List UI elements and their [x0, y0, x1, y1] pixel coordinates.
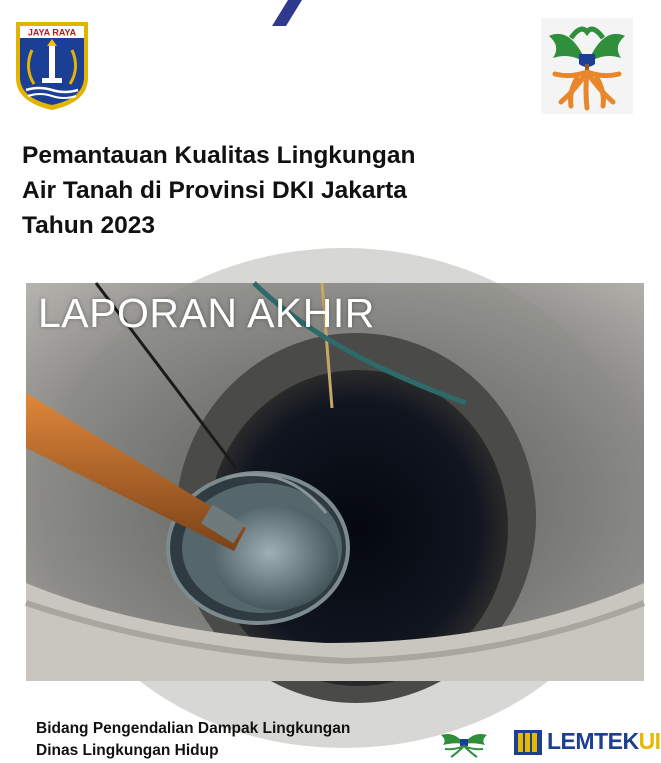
dlh-logo — [541, 18, 633, 114]
lemtek-text — [547, 728, 661, 755]
footer-line-1: Bidang Pengendalian Dampak Lingkungan — [36, 720, 351, 737]
footer-institution — [36, 718, 416, 762]
decorative-slash — [272, 0, 302, 26]
lemtek-ui-logo — [513, 727, 661, 758]
cover-photo — [26, 283, 644, 681]
title-line-1: Pemantauan Kualitas Lingkungan — [22, 142, 416, 169]
tree-roots-logo-icon — [541, 18, 633, 114]
lemtek-main-text: LEMTEK — [547, 728, 639, 754]
emblem-banner-text: JAYA RAYA — [27, 27, 77, 38]
title-line-3: Tahun 2023 — [22, 212, 155, 239]
footer-line-2: Dinas Lingkungan Hidup — [36, 742, 219, 759]
title-line-2: Air Tanah di Provinsi DKI Jakarta — [22, 177, 407, 204]
lemtek-suffix-text: UI — [638, 728, 661, 754]
lemtek-emblem-icon — [513, 727, 543, 757]
dki-jakarta-logo — [12, 20, 92, 112]
document-title — [22, 138, 542, 243]
dki-jakarta-emblem-icon — [12, 20, 92, 112]
tree-roots-logo-icon — [437, 731, 491, 758]
report-label: LAPORAN AKHIR — [38, 290, 375, 336]
footer-dlh-logo — [437, 731, 491, 758]
